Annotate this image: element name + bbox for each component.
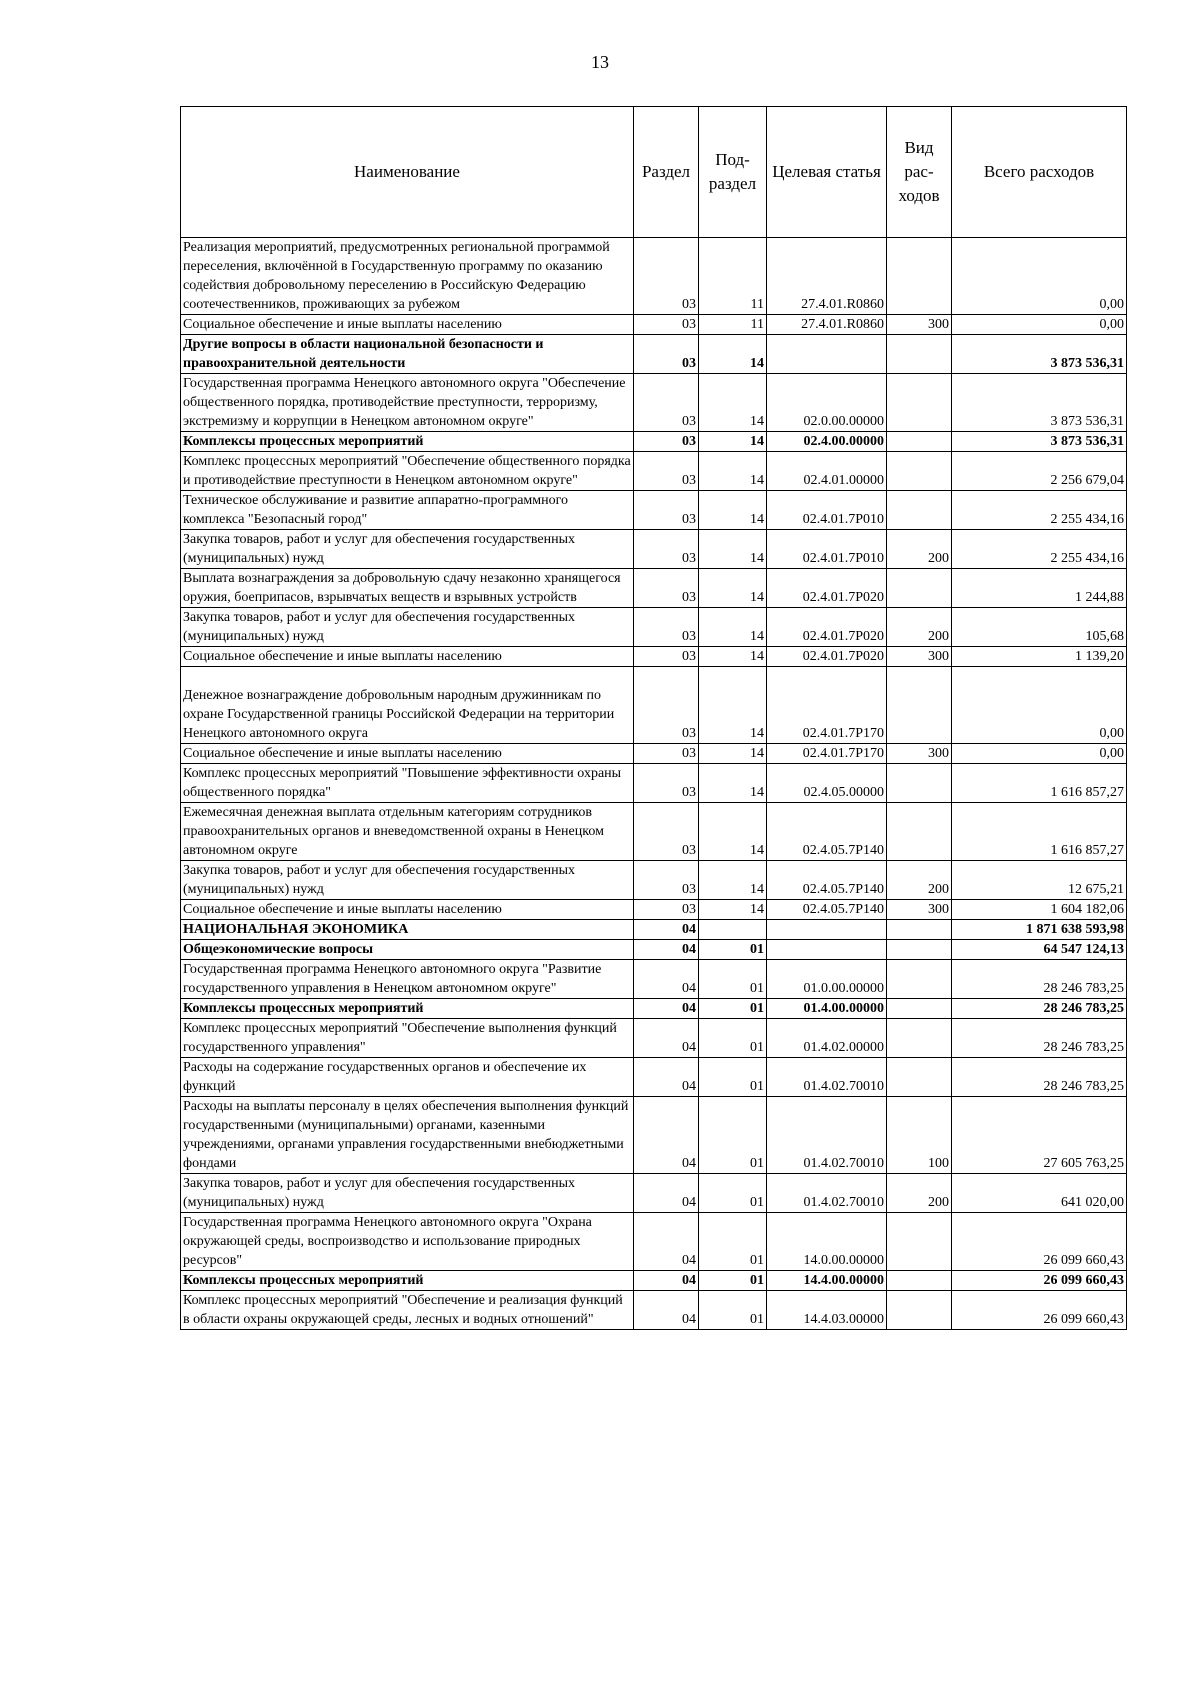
cell-subsection: 01 bbox=[699, 1097, 767, 1174]
cell-total: 1 871 638 593,98 bbox=[952, 920, 1127, 940]
cell-type bbox=[887, 1271, 952, 1291]
cell-type: 200 bbox=[887, 530, 952, 569]
cell-name: Выплата вознаграждения за добровольную сдачу незаконно хранящегося оружия, боеприпасов, взрывчатых веществ и взрывных устройств bbox=[181, 569, 634, 608]
cell-total: 3 873 536,31 bbox=[952, 374, 1127, 432]
cell-type bbox=[887, 1019, 952, 1058]
cell-subsection bbox=[699, 920, 767, 940]
cell-subsection: 14 bbox=[699, 569, 767, 608]
table-row bbox=[181, 940, 1127, 960]
cell-total: 0,00 bbox=[952, 667, 1127, 744]
cell-target: 02.4.01.7Р170 bbox=[767, 744, 887, 764]
cell-subsection: 14 bbox=[699, 452, 767, 491]
cell-type: 300 bbox=[887, 900, 952, 920]
header-subsection: Под-раздел bbox=[699, 107, 767, 238]
cell-subsection: 14 bbox=[699, 667, 767, 744]
cell-target: 01.0.00.00000 bbox=[767, 960, 887, 999]
cell-total: 2 255 434,16 bbox=[952, 491, 1127, 530]
cell-total: 26 099 660,43 bbox=[952, 1213, 1127, 1271]
cell-subsection: 01 bbox=[699, 1174, 767, 1213]
cell-target: 02.4.01.7Р020 bbox=[767, 608, 887, 647]
cell-name: Государственная программа Ненецкого автономного округа "Охрана окружающей среды, воспроизводство и использование природных ресурсов" bbox=[181, 1213, 634, 1271]
table-row bbox=[181, 315, 1127, 335]
cell-target: 27.4.01.R0860 bbox=[767, 238, 887, 315]
cell-type bbox=[887, 999, 952, 1019]
cell-section: 04 bbox=[634, 1058, 699, 1097]
table-row bbox=[181, 647, 1127, 667]
cell-total: 0,00 bbox=[952, 744, 1127, 764]
cell-name: Закупка товаров, работ и услуг для обеспечения государственных (муниципальных) нужд bbox=[181, 861, 634, 900]
cell-subsection: 14 bbox=[699, 335, 767, 374]
cell-name: Комплекс процессных мероприятий "Обеспечение и реализация функций в области охраны окружающей среды, лесных и водных отношений" bbox=[181, 1291, 634, 1330]
cell-total: 641 020,00 bbox=[952, 1174, 1127, 1213]
cell-section: 03 bbox=[634, 647, 699, 667]
cell-total: 64 547 124,13 bbox=[952, 940, 1127, 960]
cell-type: 200 bbox=[887, 608, 952, 647]
table-row bbox=[181, 667, 1127, 744]
cell-target: 02.4.05.7Р140 bbox=[767, 900, 887, 920]
cell-total: 105,68 bbox=[952, 608, 1127, 647]
cell-type bbox=[887, 335, 952, 374]
cell-section: 03 bbox=[634, 238, 699, 315]
cell-total: 0,00 bbox=[952, 315, 1127, 335]
cell-target: 01.4.02.00000 bbox=[767, 1019, 887, 1058]
cell-subsection: 01 bbox=[699, 1213, 767, 1271]
cell-subsection: 14 bbox=[699, 432, 767, 452]
table-row bbox=[181, 920, 1127, 940]
table-row bbox=[181, 1058, 1127, 1097]
cell-type bbox=[887, 569, 952, 608]
cell-section: 04 bbox=[634, 940, 699, 960]
cell-target bbox=[767, 940, 887, 960]
header-total: Всего расходов bbox=[952, 107, 1127, 238]
cell-type bbox=[887, 1058, 952, 1097]
cell-section: 03 bbox=[634, 900, 699, 920]
cell-total: 3 873 536,31 bbox=[952, 432, 1127, 452]
cell-section: 03 bbox=[634, 744, 699, 764]
cell-type bbox=[887, 374, 952, 432]
table-row bbox=[181, 1213, 1127, 1271]
cell-name: Общеэкономические вопросы bbox=[181, 940, 634, 960]
cell-target bbox=[767, 920, 887, 940]
table-row bbox=[181, 764, 1127, 803]
cell-type: 100 bbox=[887, 1097, 952, 1174]
cell-target: 02.4.05.7Р140 bbox=[767, 803, 887, 861]
table-row bbox=[181, 452, 1127, 491]
cell-subsection: 11 bbox=[699, 238, 767, 315]
table-row bbox=[181, 1174, 1127, 1213]
cell-section: 04 bbox=[634, 1019, 699, 1058]
cell-name: Государственная программа Ненецкого автономного округа "Обеспечение общественного порядка, противодействие преступности, терроризму, экстремизму и коррупции в Ненецком автономном округе" bbox=[181, 374, 634, 432]
cell-target: 01.4.02.70010 bbox=[767, 1058, 887, 1097]
cell-total: 28 246 783,25 bbox=[952, 1058, 1127, 1097]
cell-name: Социальное обеспечение и иные выплаты населению bbox=[181, 900, 634, 920]
cell-type bbox=[887, 1291, 952, 1330]
cell-type bbox=[887, 238, 952, 315]
cell-name: Ежемесячная денежная выплата отдельным категориям сотрудников правоохранительных органов и вневедомственной охраны в Ненецком автономном округе bbox=[181, 803, 634, 861]
table-row bbox=[181, 1019, 1127, 1058]
cell-section: 04 bbox=[634, 999, 699, 1019]
cell-total: 26 099 660,43 bbox=[952, 1291, 1127, 1330]
cell-name: Техническое обслуживание и развитие аппаратно-программного комплекса "Безопасный город" bbox=[181, 491, 634, 530]
cell-section: 03 bbox=[634, 608, 699, 647]
cell-target: 02.4.01.7Р170 bbox=[767, 667, 887, 744]
cell-target: 01.4.02.70010 bbox=[767, 1174, 887, 1213]
cell-name: Расходы на содержание государственных органов и обеспечение их функций bbox=[181, 1058, 634, 1097]
cell-target: 02.4.01.7Р020 bbox=[767, 647, 887, 667]
table-row bbox=[181, 803, 1127, 861]
cell-subsection: 14 bbox=[699, 744, 767, 764]
cell-name: Денежное вознаграждение добровольным народным дружинникам по охране Государственной границы Российской Федерации на территории Ненецкого автономного округа bbox=[181, 667, 634, 744]
table-row bbox=[181, 374, 1127, 432]
cell-section: 03 bbox=[634, 764, 699, 803]
cell-section: 03 bbox=[634, 432, 699, 452]
cell-total: 28 246 783,25 bbox=[952, 999, 1127, 1019]
cell-total: 1 139,20 bbox=[952, 647, 1127, 667]
cell-target: 02.4.01.7Р020 bbox=[767, 569, 887, 608]
cell-target: 01.4.00.00000 bbox=[767, 999, 887, 1019]
cell-section: 03 bbox=[634, 491, 699, 530]
table-row bbox=[181, 569, 1127, 608]
cell-subsection: 01 bbox=[699, 1271, 767, 1291]
cell-target: 02.4.01.00000 bbox=[767, 452, 887, 491]
table-row bbox=[181, 1097, 1127, 1174]
cell-subsection: 14 bbox=[699, 374, 767, 432]
cell-section: 03 bbox=[634, 452, 699, 491]
header-target: Целевая статья bbox=[767, 107, 887, 238]
cell-subsection: 01 bbox=[699, 960, 767, 999]
table-row bbox=[181, 1291, 1127, 1330]
cell-subsection: 14 bbox=[699, 861, 767, 900]
cell-total: 1 616 857,27 bbox=[952, 764, 1127, 803]
cell-name: Комплекс процессных мероприятий "Обеспечение выполнения функций государственного управления" bbox=[181, 1019, 634, 1058]
table-row bbox=[181, 530, 1127, 569]
cell-type bbox=[887, 1213, 952, 1271]
cell-type bbox=[887, 764, 952, 803]
cell-name: Реализация мероприятий, предусмотренных региональной программой переселения, включённой в Государственную программу по оказанию содействия добровольному переселению в Российскую Федерацию соотечественников, проживающих за рубежом bbox=[181, 238, 634, 315]
table-row bbox=[181, 960, 1127, 999]
cell-name: Социальное обеспечение и иные выплаты населению bbox=[181, 647, 634, 667]
cell-target: 02.4.01.7Р010 bbox=[767, 530, 887, 569]
table-row bbox=[181, 608, 1127, 647]
cell-section: 04 bbox=[634, 960, 699, 999]
cell-subsection: 01 bbox=[699, 940, 767, 960]
cell-name: Комплексы процессных мероприятий bbox=[181, 999, 634, 1019]
cell-section: 04 bbox=[634, 1174, 699, 1213]
table-row bbox=[181, 335, 1127, 374]
cell-subsection: 01 bbox=[699, 1019, 767, 1058]
cell-section: 03 bbox=[634, 569, 699, 608]
cell-type bbox=[887, 920, 952, 940]
cell-section: 04 bbox=[634, 1271, 699, 1291]
cell-subsection: 01 bbox=[699, 999, 767, 1019]
cell-total: 27 605 763,25 bbox=[952, 1097, 1127, 1174]
cell-type bbox=[887, 940, 952, 960]
budget-table bbox=[180, 106, 1127, 1330]
cell-section: 03 bbox=[634, 803, 699, 861]
cell-type bbox=[887, 491, 952, 530]
header-name: Наименование bbox=[181, 107, 634, 238]
header-section: Раздел bbox=[634, 107, 699, 238]
cell-subsection: 14 bbox=[699, 900, 767, 920]
cell-total: 2 256 679,04 bbox=[952, 452, 1127, 491]
cell-name: Комплекс процессных мероприятий "Обеспечение общественного порядка и противодействие преступности в Ненецком автономном округе" bbox=[181, 452, 634, 491]
cell-target: 14.4.03.00000 bbox=[767, 1291, 887, 1330]
cell-section: 04 bbox=[634, 920, 699, 940]
cell-type: 300 bbox=[887, 315, 952, 335]
cell-name: Социальное обеспечение и иные выплаты населению bbox=[181, 744, 634, 764]
cell-name: Социальное обеспечение и иные выплаты населению bbox=[181, 315, 634, 335]
cell-name: Другие вопросы в области национальной безопасности и правоохранительной деятельности bbox=[181, 335, 634, 374]
cell-total: 26 099 660,43 bbox=[952, 1271, 1127, 1291]
cell-target: 02.4.01.7Р010 bbox=[767, 491, 887, 530]
cell-type bbox=[887, 667, 952, 744]
cell-type bbox=[887, 452, 952, 491]
cell-target: 02.0.00.00000 bbox=[767, 374, 887, 432]
cell-target: 02.4.00.00000 bbox=[767, 432, 887, 452]
cell-subsection: 01 bbox=[699, 1291, 767, 1330]
cell-target bbox=[767, 335, 887, 374]
cell-section: 03 bbox=[634, 530, 699, 569]
cell-subsection: 14 bbox=[699, 608, 767, 647]
cell-name: Закупка товаров, работ и услуг для обеспечения государственных (муниципальных) нужд bbox=[181, 1174, 634, 1213]
table-row bbox=[181, 861, 1127, 900]
cell-type: 300 bbox=[887, 744, 952, 764]
cell-type: 300 bbox=[887, 647, 952, 667]
cell-target: 02.4.05.00000 bbox=[767, 764, 887, 803]
cell-name: Комплексы процессных мероприятий bbox=[181, 1271, 634, 1291]
cell-subsection: 14 bbox=[699, 530, 767, 569]
cell-section: 03 bbox=[634, 335, 699, 374]
cell-section: 03 bbox=[634, 315, 699, 335]
cell-section: 04 bbox=[634, 1213, 699, 1271]
cell-name: Комплекс процессных мероприятий "Повышение эффективности охраны общественного порядка" bbox=[181, 764, 634, 803]
table-row bbox=[181, 1271, 1127, 1291]
cell-target: 27.4.01.R0860 bbox=[767, 315, 887, 335]
cell-name: Закупка товаров, работ и услуг для обеспечения государственных (муниципальных) нужд bbox=[181, 530, 634, 569]
table-row bbox=[181, 432, 1127, 452]
cell-total: 3 873 536,31 bbox=[952, 335, 1127, 374]
page-number: 13 bbox=[591, 52, 609, 72]
cell-section: 04 bbox=[634, 1097, 699, 1174]
table-header-row bbox=[181, 107, 1127, 238]
cell-subsection: 14 bbox=[699, 491, 767, 530]
cell-subsection: 14 bbox=[699, 764, 767, 803]
cell-type: 200 bbox=[887, 861, 952, 900]
cell-section: 03 bbox=[634, 861, 699, 900]
cell-section: 04 bbox=[634, 1291, 699, 1330]
table-row bbox=[181, 238, 1127, 315]
cell-target: 02.4.05.7Р140 bbox=[767, 861, 887, 900]
cell-target: 01.4.02.70010 bbox=[767, 1097, 887, 1174]
cell-type bbox=[887, 432, 952, 452]
table-row bbox=[181, 744, 1127, 764]
cell-subsection: 14 bbox=[699, 647, 767, 667]
cell-total: 0,00 bbox=[952, 238, 1127, 315]
header-type: Вид рас-ходов bbox=[887, 107, 952, 238]
cell-target: 14.4.00.00000 bbox=[767, 1271, 887, 1291]
cell-type bbox=[887, 960, 952, 999]
cell-subsection: 14 bbox=[699, 803, 767, 861]
cell-subsection: 01 bbox=[699, 1058, 767, 1097]
table-row bbox=[181, 999, 1127, 1019]
cell-total: 2 255 434,16 bbox=[952, 530, 1127, 569]
cell-section: 03 bbox=[634, 667, 699, 744]
cell-total: 1 244,88 bbox=[952, 569, 1127, 608]
cell-total: 28 246 783,25 bbox=[952, 960, 1127, 999]
cell-name: Комплексы процессных мероприятий bbox=[181, 432, 634, 452]
cell-total: 28 246 783,25 bbox=[952, 1019, 1127, 1058]
cell-name: Государственная программа Ненецкого автономного округа "Развитие государственного управления в Ненецком автономном округе" bbox=[181, 960, 634, 999]
cell-subsection: 11 bbox=[699, 315, 767, 335]
cell-total: 1 604 182,06 bbox=[952, 900, 1127, 920]
table-row bbox=[181, 491, 1127, 530]
cell-total: 1 616 857,27 bbox=[952, 803, 1127, 861]
cell-name: Закупка товаров, работ и услуг для обеспечения государственных (муниципальных) нужд bbox=[181, 608, 634, 647]
cell-total: 12 675,21 bbox=[952, 861, 1127, 900]
cell-type: 200 bbox=[887, 1174, 952, 1213]
cell-target: 14.0.00.00000 bbox=[767, 1213, 887, 1271]
cell-section: 03 bbox=[634, 374, 699, 432]
cell-name: Расходы на выплаты персоналу в целях обеспечения выполнения функций государственными (муниципальными) органами, казенными учреждениями, органами управления государственными внебюджетными фондами bbox=[181, 1097, 634, 1174]
cell-name: НАЦИОНАЛЬНАЯ ЭКОНОМИКА bbox=[181, 920, 634, 940]
cell-type bbox=[887, 803, 952, 861]
table-row bbox=[181, 900, 1127, 920]
